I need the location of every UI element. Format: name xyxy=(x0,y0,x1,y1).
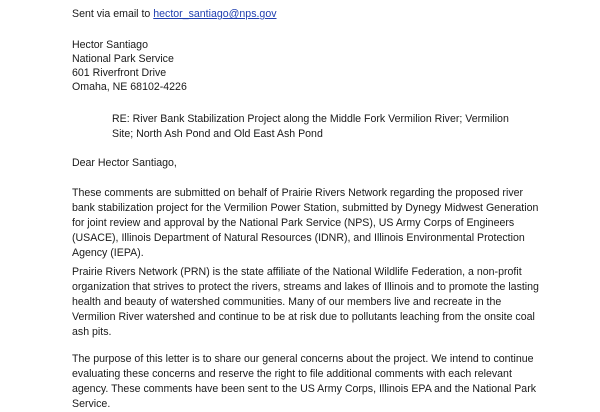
re-subject-line: RE: River Bank Stabilization Project along the Middle Fork Vermilion River; Vermilion Site; North Ash Pond and Old East Ash Pond xyxy=(112,113,509,140)
recipient-email-link[interactable]: hector_santiago@nps.gov xyxy=(153,8,277,20)
salutation: Dear Hector Santiago, xyxy=(72,157,177,169)
recipient-street: 601 Riverfront Drive xyxy=(72,67,167,79)
sent-via-email-label: Sent via email to xyxy=(72,8,154,20)
paragraph-3: The purpose of this letter is to share our general concerns about the project. We intend to continue evaluating these concerns and reserve the right to file additional comments with each relevant agency. These comments have been sent to the US Army Corps, Illinois EPA and the National Park Service. xyxy=(72,353,537,410)
paragraph-1: These comments are submitted on behalf of Prairie Rivers Network regarding the proposed river bank stabilization project for the Vermilion Power Station, submitted by Dynegy Midwest Generation for joint review and approval by the National Park Service (NPS), US Army Corps of Engineers (USACE), Illinois Department of Natural Resources (IDNR), and Illinois Environmental Protection Agency (IEPA). xyxy=(72,187,539,259)
recipient-name: Hector Santiago xyxy=(72,39,148,51)
sent-via-email-line xyxy=(72,7,277,22)
recipient-city-state-zip: Omaha, NE 68102-4226 xyxy=(72,81,187,93)
paragraph-2: Prairie Rivers Network (PRN) is the state affiliate of the National Wildlife Federation, a non-profit organization that strives to protect the rivers, streams and lakes of Illinois and to promote the lasting health and beauty of watershed communities. Many of our members live and recreate in the Vermilion River watershed and continue to be at risk due to pollutants leaching from the onsite coal ash pits. xyxy=(72,266,539,338)
recipient-organization: National Park Service xyxy=(72,53,174,65)
